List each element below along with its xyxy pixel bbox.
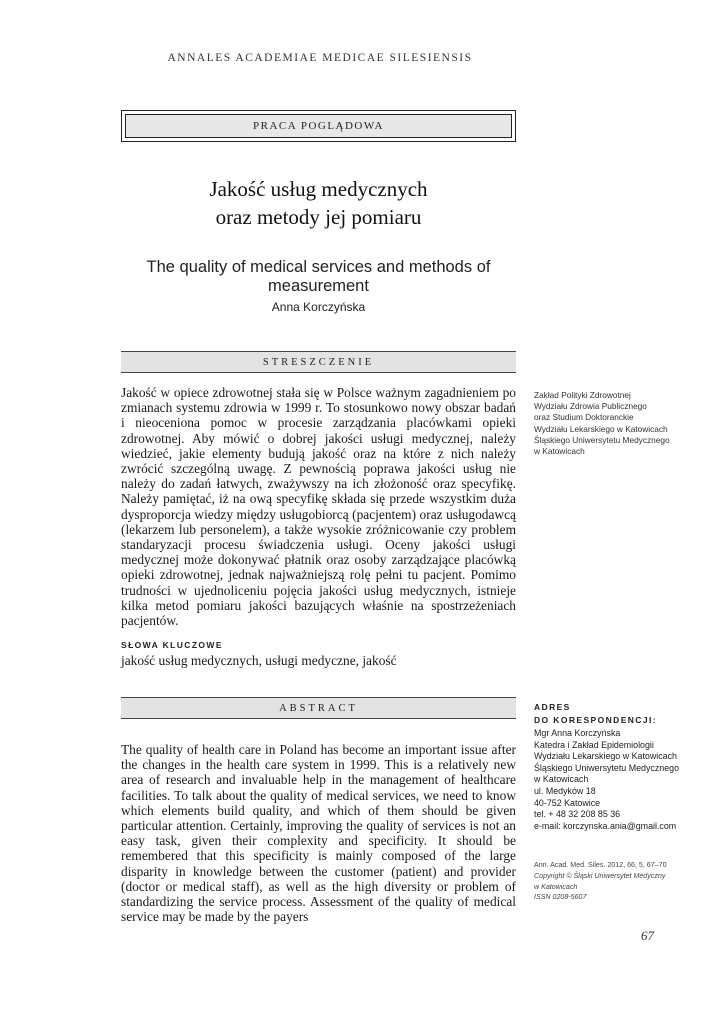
issn-line: ISSN 0208-5607	[534, 893, 587, 902]
affiliation-line: Wydziału Zdrowia Publicznego	[534, 401, 647, 412]
copyright-line: w Katowicach	[534, 882, 578, 891]
abstract-heading: ABSTRACT	[121, 697, 516, 719]
title-line-1: Jakość usług medycznych	[209, 177, 428, 201]
correspondence-address	[534, 728, 714, 832]
correspondence-email: e-mail: korczynska.ania@gmail.com	[534, 820, 677, 831]
correspondence-line: 40-752 Katowice	[534, 797, 601, 808]
journal-name: ANNALES ACADEMIAE MEDICAE SILESIENSIS	[167, 52, 473, 64]
correspondence-line: Katedra i Zakład Epidemiologii	[534, 739, 654, 750]
affiliation-line: oraz Studium Doktoranckie	[534, 412, 634, 423]
author: Anna Korczyńska	[271, 300, 366, 314]
citation-line: Ann. Acad. Med. Siles. 2012, 66, 5, 67–70	[534, 861, 667, 869]
abstract-text: The quality of health care in Poland has become an important issue after the changes in the health care system in 1999. This is a relatively new area of research and invaluable help in the management of healthcare facilities. To talk about the quality of medical services, we need to know which elements build quality, and which of them should be given particular attention. Certainly, improving the quality of services is not an easy task, given their complexity and specificity. It should be remembered that this specificity is mainly composed of the large disparity in knowledge between the customer (patient) and provider (doctor or medical staff), as well as the high diversity or problem of standardizing the service process. Assessment of the quality of medical service may be made by the payers	[121, 742, 516, 925]
citation-info	[534, 860, 694, 903]
correspondence-label-line-1: ADRES	[534, 702, 571, 712]
affiliation-line: Śląskiego Uniwersytetu Medycznego	[534, 434, 670, 445]
correspondence-line: ul. Medyków 18	[534, 785, 596, 796]
correspondence-label	[534, 701, 657, 726]
article-subtitle: The quality of medical services and methods of measurement	[146, 258, 491, 295]
article-title	[121, 175, 516, 231]
correspondence-line: Wydziału Lekarskiego w Katowicach	[534, 751, 677, 762]
streszczenie-text: Jakość w opiece zdrowotnej stała się w Polsce ważnym zagadnieniem po zmianach systemu zdrowia w 1999 r. To stosunkowo nowy obszar badań i nieoceniona pomoc w procesie zarządzania placówkami opieki zdrowotnej. Aby mówić o dobrej jakości usługi medycznej, należy wiedzieć, jakie elementy budują jakość oraz na które z nich należy zwrócić szczególną uwagę. Z pewnością poprawa jakości usług nie należy do zadań łatwych, zważywszy na ich złożoność oraz specyfikę. Należy pamiętać, iż na ową specyfikę składa się przede wszystkim duża dysproporcja wiedzy między usługobiorcą (pacjentem) oraz usługodawcą (lekarzem lub personelem), a także wysokie zróżnicowanie czy problem standaryzacji procesu świadczenia usługi. Oceny jakości usługi medycznej może dokonywać płatnik oraz osoby zarządzające placówką opieki zdrowotnej, jednak najważniejszą rolę pełni tu pacjent. Pomimo trudności w ujednoliceniu pojęcia jakości usług medycznych, istnieje kilka metod pomiaru jakości bazujących właśnie na spostrzeżeniach pacjentów.	[121, 385, 516, 629]
keywords-label: SŁOWA KLUCZOWE	[121, 640, 223, 650]
affiliation-line: Zakład Polityki Zdrowotnej	[534, 390, 631, 400]
correspondence-line: Mgr Anna Korczyńska	[534, 728, 621, 738]
copyright-line: Copyright © Śląski Uniwersytet Medyczny	[534, 871, 666, 880]
correspondence-line: w Katowicach	[534, 774, 589, 785]
correspondence-line: tel. + 48 32 208 85 36	[534, 809, 621, 820]
page-number: 67	[641, 928, 654, 943]
article-type: PRACA POGLĄDOWA	[125, 114, 512, 138]
affiliation-line: w Katowicach	[534, 446, 585, 457]
correspondence-line: Śląskiego Uniwersytetu Medycznego	[534, 762, 680, 773]
affiliation-line: Wydziału Lekarskiego w Katowicach	[534, 423, 668, 434]
title-line-2: oraz metody jej pomiaru	[215, 205, 422, 229]
keywords-text: jakość usług medycznych, usługi medyczne, jakość	[121, 653, 397, 668]
streszczenie-heading: STRESZCZENIE	[121, 351, 516, 373]
affiliation	[534, 390, 694, 457]
article-type-box	[121, 110, 516, 142]
correspondence-label-line-2: DO KORESPONDENCJI:	[534, 714, 657, 725]
